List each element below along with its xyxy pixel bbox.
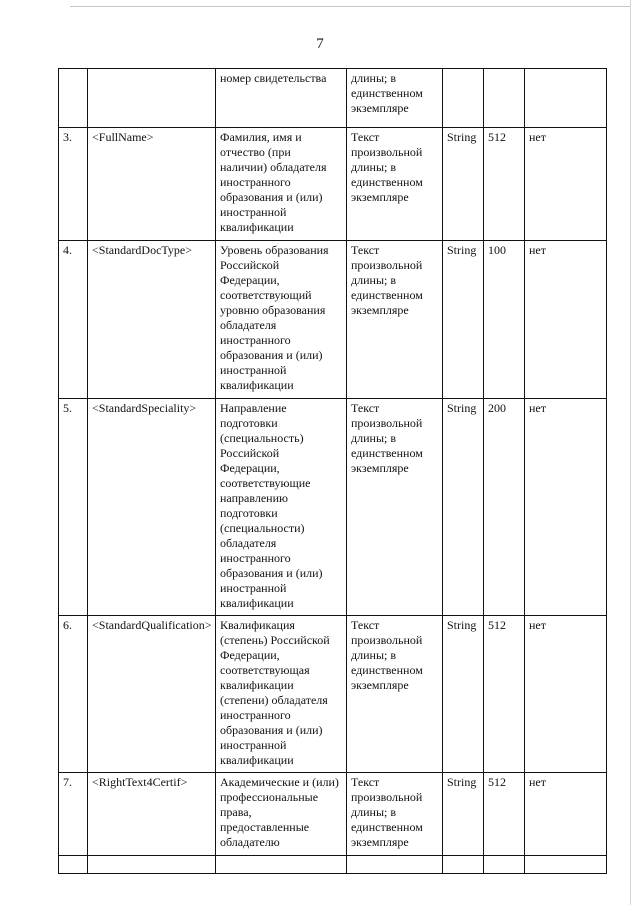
element-tag-cell: <FullName> [88,128,216,241]
format-cell: String [443,773,484,856]
description-cell: Квалификация (степень) Российской Федерации, соответствующая квалификации (степени) обладателя иностранного образования и (или) иностранной квалификации [216,616,347,773]
row-number-cell [59,69,88,128]
required-cell: нет [525,773,607,856]
row-number-cell [59,856,88,874]
table-row [59,241,607,399]
required-cell [525,856,607,874]
elements-table [58,68,607,874]
format-cell: String [443,616,484,773]
required-cell: нет [525,128,607,241]
description-cell: Уровень образования Российской Федерации, соответствующий уровню образования обладателя иностранного образования и (или) иностранной квалификации [216,241,347,399]
scan-edge-top [70,6,630,7]
value-type-cell: Текст произвольной длины; в единственном экземпляре [347,128,443,241]
description-cell [216,856,347,874]
value-type-cell: длины; в единственном экземпляре [347,69,443,128]
table-row [59,773,607,856]
length-cell: 200 [484,399,525,616]
length-cell [484,856,525,874]
element-tag-cell [88,856,216,874]
format-cell [443,69,484,128]
row-number-cell: 7. [59,773,88,856]
length-cell: 100 [484,241,525,399]
table-row [59,69,607,128]
row-number-cell: 4. [59,241,88,399]
table-row [59,128,607,241]
row-number-cell: 5. [59,399,88,616]
element-tag-cell: <StandardSpeciality> [88,399,216,616]
required-cell: нет [525,616,607,773]
description-cell: Фамилия, имя и отчество (при наличии) обладателя иностранного образования и (или) иностранной квалификации [216,128,347,241]
element-tag-cell: <StandardQualification> [88,616,216,773]
description-cell: Академические и (или) профессиональные права, предоставленные обладателю [216,773,347,856]
format-cell: String [443,399,484,616]
value-type-cell: Текст произвольной длины; в единственном экземпляре [347,616,443,773]
length-cell: 512 [484,128,525,241]
format-cell [443,856,484,874]
description-cell: номер свидетельства [216,69,347,128]
scan-edge-right [630,0,631,905]
row-number-cell: 3. [59,128,88,241]
value-type-cell: Текст произвольной длины; в единственном экземпляре [347,773,443,856]
required-cell [525,69,607,128]
required-cell: нет [525,399,607,616]
value-type-cell: Текст произвольной длины; в единственном экземпляре [347,399,443,616]
format-cell: String [443,241,484,399]
length-cell [484,69,525,128]
table-row [59,616,607,773]
element-tag-cell: <RightText4Certif> [88,773,216,856]
format-cell: String [443,128,484,241]
required-cell: нет [525,241,607,399]
description-cell: Направление подготовки (специальность) Российской Федерации, соответствующие направлению подготовки (специальности) обладателя иностранного образования и (или) иностранной квалификации [216,399,347,616]
table-row [59,399,607,616]
length-cell: 512 [484,616,525,773]
table-row [59,856,607,874]
page-number: 7 [316,36,324,52]
row-number-cell: 6. [59,616,88,773]
value-type-cell: Текст произвольной длины; в единственном экземпляре [347,241,443,399]
element-tag-cell: <StandardDocType> [88,241,216,399]
element-tag-cell [88,69,216,128]
length-cell: 512 [484,773,525,856]
value-type-cell [347,856,443,874]
